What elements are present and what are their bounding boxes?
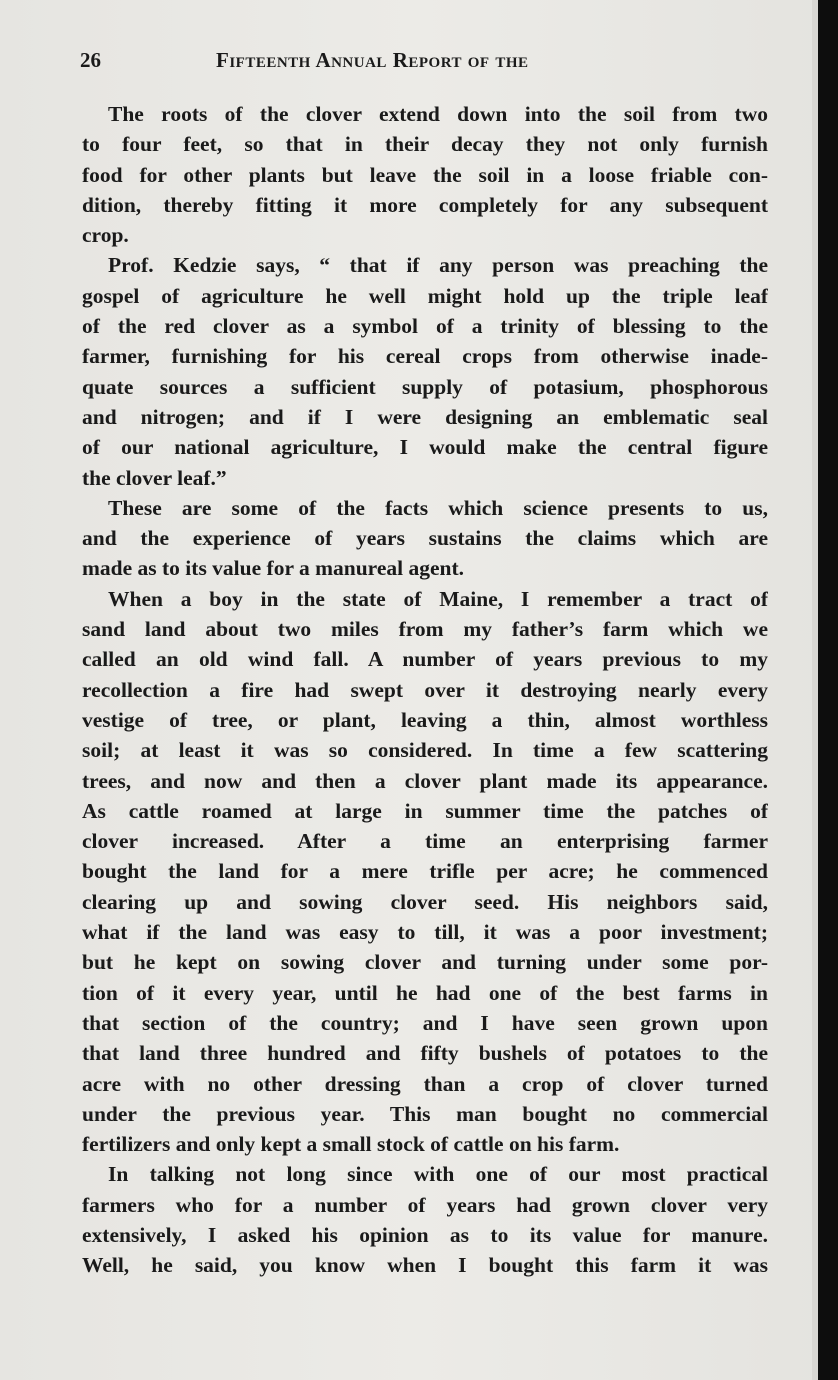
page-number: 26	[80, 48, 101, 72]
text-line: called an old wind fall. A number of years previous to my	[82, 647, 768, 672]
text-line: recollection a fire had swept over it destroying nearly every	[82, 677, 768, 702]
text-line: extensively, I asked his opinion as to its value for manure.	[82, 1222, 768, 1247]
running-head: Fifteenth Annual Report of the	[216, 48, 529, 72]
text-line: Well, he said, you know when I bought this farm it was	[82, 1253, 768, 1278]
text-line: Prof. Kedzie says, “ that if any person was preaching the	[108, 253, 768, 278]
text-line: These are some of the facts which science presents to us,	[108, 495, 768, 520]
text-line: clearing up and sowing clover seed. His neighbors said,	[82, 889, 768, 914]
text-line: bought the land for a mere trifle per acre; he commenced	[82, 859, 768, 884]
text-line: the clover leaf.”	[82, 465, 227, 490]
text-line: crop.	[82, 223, 129, 248]
text-line: When a boy in the state of Maine, I remember a tract of	[108, 586, 768, 611]
text-line: and the experience of years sustains the claims which are	[82, 526, 768, 551]
text-line: soil; at least it was so considered. In time a few scattering	[82, 738, 768, 763]
book-spine-edge	[818, 0, 838, 1380]
text-line: to four feet, so that in their decay they not only furnish	[82, 132, 768, 157]
text-line: In talking not long since with one of our most practical	[108, 1162, 768, 1187]
text-line: of the red clover as a symbol of a trinity of blessing to the	[82, 314, 768, 339]
text-line: tion of it every year, until he had one of the best farms in	[82, 980, 768, 1005]
text-line: fertilizers and only kept a small stock of cattle on his farm.	[82, 1132, 620, 1157]
text-line: but he kept on sowing clover and turning under some por-	[82, 950, 768, 975]
text-line: what if the land was easy to till, it was a poor investment;	[82, 920, 768, 945]
text-line: vestige of tree, or plant, leaving a thin, almost worthless	[82, 707, 768, 732]
text-line: quate sources a sufficient supply of potasium, phosphorous	[82, 374, 768, 399]
body-text	[82, 99, 768, 1281]
text-line: farmer, furnishing for his cereal crops from otherwise inade-	[82, 344, 768, 369]
text-line: dition, thereby fitting it more completely for any subsequent	[82, 192, 768, 217]
text-line: that section of the country; and I have seen grown upon	[82, 1010, 768, 1035]
text-line: gospel of agriculture he well might hold up the triple leaf	[82, 283, 768, 308]
text-line: and nitrogen; and if I were designing an emblematic seal	[82, 404, 768, 429]
text-line: acre with no other dressing than a crop of clover turned	[82, 1071, 768, 1096]
text-line: farmers who for a number of years had grown clover very	[82, 1192, 768, 1217]
text-line: trees, and now and then a clover plant made its appearance.	[82, 768, 768, 793]
text-line: As cattle roamed at large in summer time the patches of	[82, 798, 768, 823]
text-line: clover increased. After a time an enterprising farmer	[82, 829, 768, 854]
text-line: that land three hundred and fifty bushels of potatoes to the	[82, 1041, 768, 1066]
text-line: of our national agriculture, I would make the central figure	[82, 435, 768, 460]
text-line: The roots of the clover extend down into the soil from two	[108, 102, 768, 126]
text-line: made as to its value for a manureal agent.	[82, 556, 465, 581]
text-line: food for other plants but leave the soil in a loose friable con-	[82, 162, 768, 187]
text-line: sand land about two miles from my father’s farm which we	[82, 617, 768, 642]
page-header	[80, 48, 760, 74]
text-line: under the previous year. This man bought no commercial	[82, 1101, 768, 1126]
